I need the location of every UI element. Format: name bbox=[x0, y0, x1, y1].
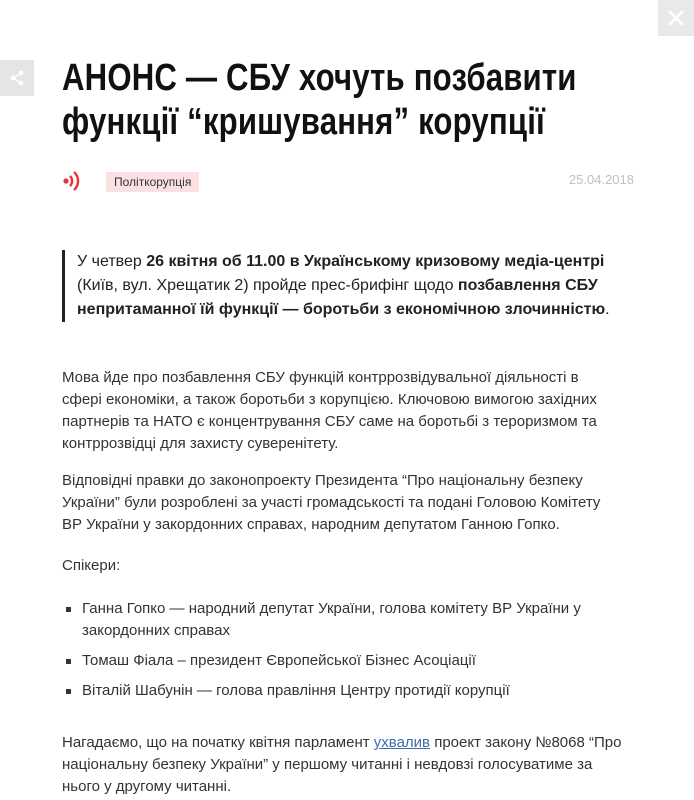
list-item: Ганна Гопко — народний депутат України, голова комітету ВР України у закордонних справах bbox=[62, 598, 622, 642]
lead-paragraph bbox=[62, 250, 637, 322]
publish-date: 25.04.2018 bbox=[568, 172, 634, 187]
page-title bbox=[62, 56, 577, 144]
lead-bold-2: позбавлення СБУ непритаманної їй функції — боротьби з економічною злочинністю bbox=[77, 277, 606, 318]
speakers-label: Спікери: bbox=[62, 557, 121, 574]
paragraph-1: Мова йде про позбавлення СБУ функцій контррозвідувальної діяльності в сфері економіки, а також боротьби з корупцією. Ключовою вимогою західних партнерів та НАТО є концентрування СБУ саме на боротьбі з тероризмом та контррозвідці для захисту суверенітету. bbox=[62, 369, 597, 452]
share-button[interactable] bbox=[0, 60, 34, 96]
paragraph-3 bbox=[62, 732, 622, 798]
lead-text-2: (Київ, вул. Хрещатик 2) пройде прес-брифінг щодо bbox=[77, 277, 458, 294]
list-item: Віталій Шабунін — голова правління Центру протидії корупції bbox=[62, 680, 622, 702]
close-icon bbox=[667, 9, 685, 27]
article-meta bbox=[62, 168, 634, 196]
paragraph-2: Відповідні правки до законопроекту Президента “Про національну безпеку України” були розроблені за участі громадськості та подані Головою Комітету ВР України у закордонних справах, народним депутатом Ганною Гопко. bbox=[62, 472, 601, 533]
lead-bold-1: 26 квітня об 11.00 в Українському кризовому медіа-центрі bbox=[146, 253, 605, 270]
lead-text-1: У четвер bbox=[77, 253, 147, 270]
category-tag[interactable]: Політкорупція bbox=[106, 172, 199, 192]
speakers-list bbox=[62, 598, 622, 710]
podcast-icon[interactable] bbox=[62, 168, 84, 194]
law-link[interactable]: ухвалив bbox=[373, 734, 431, 751]
list-item: Томаш Фіала – президент Європейської Бізнес Асоціації bbox=[62, 650, 622, 672]
lead-text-3: . bbox=[605, 301, 610, 318]
paragraph-3-after: проект закону №8068 “Про національну безпеку України” у першому читанні і невдовзі голосуватиме за нього у другому читанні. bbox=[62, 734, 622, 795]
share-icon bbox=[9, 70, 25, 86]
paragraph-3-before: Нагадаємо, що на початку квітня парламент bbox=[62, 734, 374, 751]
close-button[interactable] bbox=[658, 0, 694, 36]
page-title-text: АНОНС — СБУ хочуть позбавити функції “кришування” корупції bbox=[62, 57, 577, 143]
